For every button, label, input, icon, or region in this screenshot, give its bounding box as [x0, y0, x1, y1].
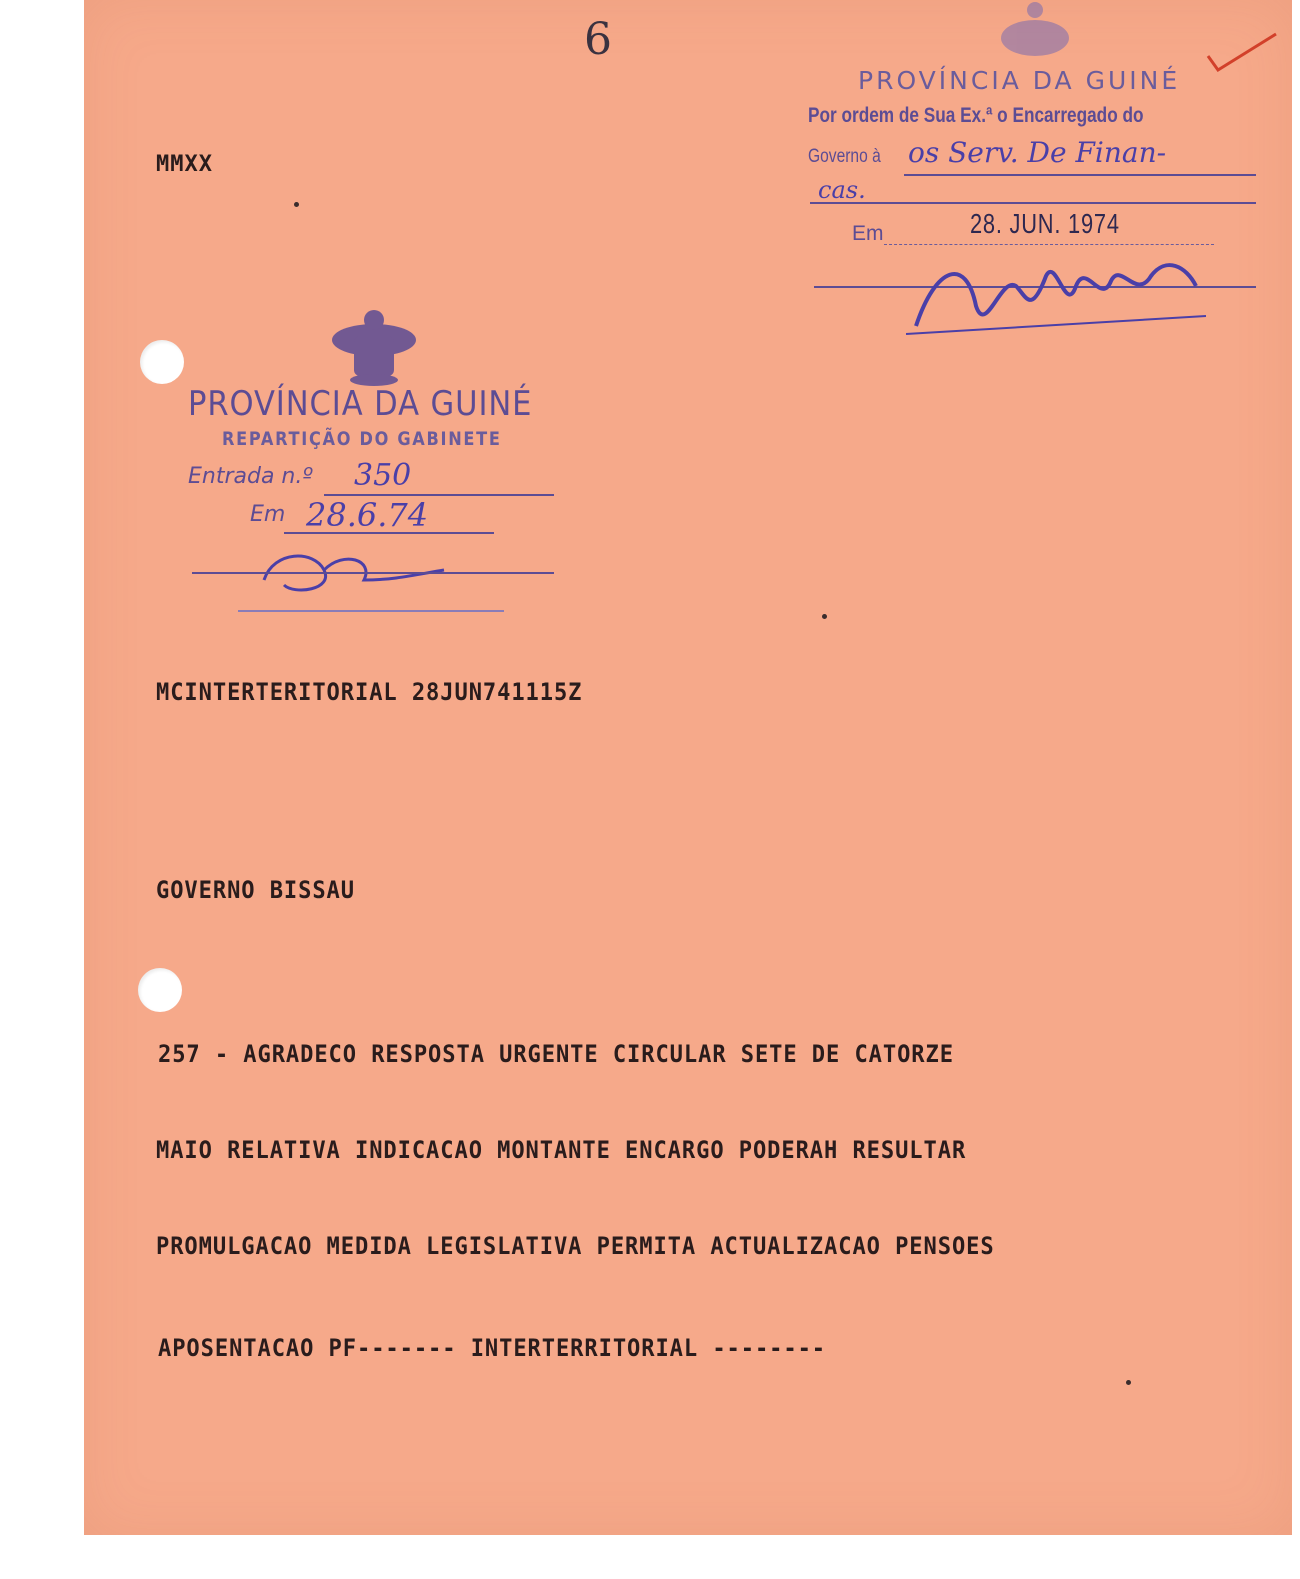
- stamp-top-title: PROVÍNCIA DA GUINÉ: [858, 66, 1181, 95]
- stamp-top-rule-1: [904, 174, 1256, 176]
- speck: [1126, 1380, 1131, 1385]
- stamp-left-date-value: 28.6.74: [306, 496, 429, 534]
- stamp-top-date-label: Em: [852, 222, 884, 245]
- stamp-left-subtitle: REPARTIÇÃO DO GABINETE: [222, 428, 502, 450]
- telegram-body-line: PROMULGACAO MEDIDA LEGISLATIVA PERMITA ACTUALIZACAO PENSOES: [156, 1232, 995, 1260]
- stamp-left-bottom-rule: [238, 610, 504, 612]
- stamp-top-date-value: 28. JUN. 1974: [970, 208, 1120, 239]
- stamp-left: [174, 300, 594, 620]
- telegram-header-line: MCINTERTERITORIAL 28JUN741115Z: [156, 678, 583, 706]
- stamp-top-rule-2: [810, 202, 1256, 204]
- telegram-sheet: [84, 0, 1292, 1535]
- speck: [294, 202, 299, 207]
- stamp-left-title: PROVÍNCIA DA GUINÉ: [188, 384, 533, 424]
- stamp-top-date-rule: [884, 244, 1214, 245]
- stamp-top-recipient-handwritten: os Serv. De Finan-: [908, 136, 1167, 169]
- stamp-left-date-rule: [284, 532, 494, 534]
- stamp-top-recipient-handwritten-cont: cas.: [818, 176, 866, 204]
- speck: [822, 614, 827, 619]
- page-number-mark: 6: [584, 14, 612, 65]
- class-code: MMXX: [156, 152, 213, 177]
- stamp-left-entry-value: 350: [354, 458, 412, 493]
- red-check-icon: [1202, 30, 1282, 80]
- stamp-left-date-label: Em: [250, 502, 286, 527]
- stamp-top-right: [804, 0, 1284, 360]
- initials-icon: [254, 540, 454, 600]
- telegram-body-line: MAIO RELATIVA INDICACAO MONTANTE ENCARGO PODERAH RESULTAR: [156, 1136, 967, 1164]
- stamp-top-order-line: Por ordem de Sua Ex.ª o Encarregado do: [808, 104, 1144, 127]
- signature-icon: [906, 246, 1206, 346]
- telegram-addressee: GOVERNO BISSAU: [156, 876, 355, 904]
- punch-hole-bottom: [138, 968, 182, 1012]
- coat-of-arms-icon: [324, 310, 424, 390]
- telegram-body-line: APOSENTACAO PF------- INTERTERRITORIAL --------: [158, 1334, 827, 1362]
- stamp-left-entry-label: Entrada n.º: [188, 464, 313, 489]
- stamp-top-governo-label: Governo à: [808, 146, 881, 167]
- telegram-body-line: 257 - AGRADECO RESPOSTA URGENTE CIRCULAR SETE DE CATORZE: [158, 1040, 954, 1068]
- coat-of-arms-icon: [990, 0, 1080, 60]
- stamp-left-sign-rule: [192, 572, 554, 574]
